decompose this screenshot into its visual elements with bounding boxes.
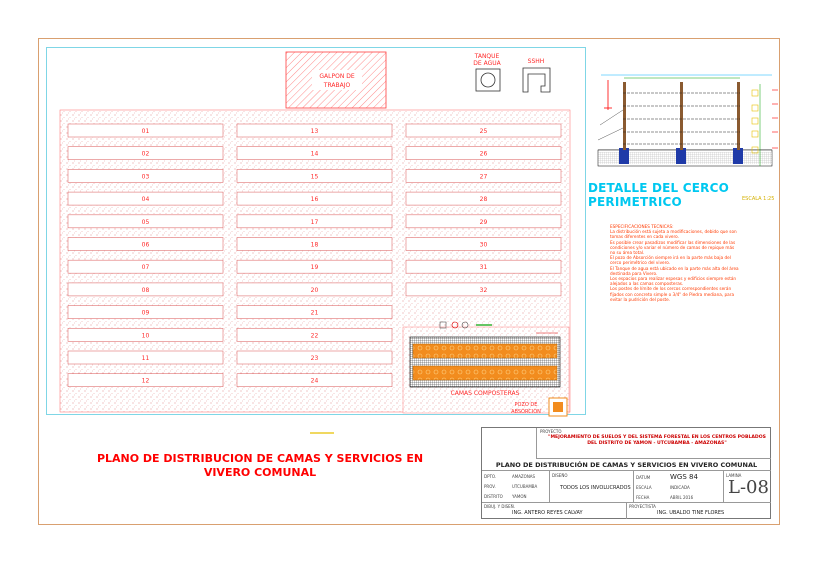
drawn-label: DIBUJ. Y DISEÑ. — [484, 504, 515, 509]
project-cell — [536, 428, 771, 459]
bed-label-15: 15 — [310, 173, 319, 181]
compost-bed-2 — [413, 366, 557, 380]
bed-label-32: 32 — [479, 286, 488, 294]
fence-detail-drawing — [598, 75, 778, 166]
spec-line: Es posible crear pasadizos modificar las dimensiones de las condiciones y/o variar el número de camas de repique más no su área total. — [610, 239, 736, 256]
water-tank — [476, 69, 500, 91]
bed-label-29: 29 — [479, 218, 488, 226]
water-tank-label-2: DE AGUA — [473, 60, 501, 67]
bed-label-01: 01 — [141, 128, 150, 135]
compost-label: CAMAS COMPOSTERAS — [450, 390, 520, 397]
design-cell — [550, 471, 634, 503]
sheet-number-cell — [724, 471, 771, 503]
dist-label: DISTRITO — [484, 494, 503, 499]
spec-line: El Tanque de agua está ubicado en la parte más alta del área destinada para Vivero. — [610, 265, 739, 276]
specs-heading: ESPECIFICACIONES TECNICAS: — [610, 224, 674, 229]
bed-label-04: 04 — [141, 196, 150, 204]
bed-label-21: 21 — [310, 309, 319, 317]
dist-value: YAMON — [512, 494, 527, 499]
fence-detail-scale: ESCALA 1:25 — [742, 196, 775, 202]
sheet-title: PLANO DE DISTRIBUCIÓN DE CAMAS Y SERVICIOS EN VIVERO COMUNAL — [495, 461, 758, 469]
fence-detail-title: DETALLE DEL CERCO PERIMETRICO — [588, 181, 730, 209]
datum-label: DATUM — [636, 475, 651, 480]
sheet-label: LAMINA — [726, 473, 742, 478]
water-tank-label-1: TANQUE — [474, 53, 500, 60]
dept-label: DPTO. — [484, 474, 497, 479]
bed-label-14: 14 — [310, 150, 319, 158]
bed-label-08: 08 — [141, 286, 150, 294]
date-label: FECHA — [636, 495, 650, 500]
spec-line: Los postes de límite de los cercos correspondientes serán fijados con concreto simple o 3/4" de Piedra mediana, para evitar la pudrición del poste. — [610, 286, 735, 302]
bed-label-26: 26 — [479, 150, 488, 158]
bed-label-24: 24 — [310, 377, 319, 385]
bed-label-10: 10 — [141, 332, 150, 340]
bed-label-27: 27 — [479, 173, 488, 181]
datum-value: WGS 84 — [670, 473, 698, 481]
bed-label-11: 11 — [141, 355, 150, 362]
bed-label-28: 28 — [479, 196, 488, 204]
date-value: ABRIL 2016 — [670, 495, 694, 500]
bed-label-03: 03 — [141, 173, 150, 181]
bed-label-09: 09 — [141, 309, 150, 317]
title-block — [481, 427, 771, 519]
bed-label-05: 05 — [141, 218, 150, 226]
designer-value: ING. UBALDO TINE FLORES — [657, 510, 725, 516]
bed-label-22: 22 — [310, 332, 319, 340]
compost-bed-1 — [413, 344, 557, 358]
project-label: PROYECTO — [540, 429, 562, 434]
sheet-title-cell — [482, 459, 771, 471]
bed-label-16: 16 — [310, 196, 319, 204]
design-value: TODOS LOS INVOLUCRADOS — [560, 485, 631, 491]
spec-line: Los espacios para realizar espesas y edificios siempre están alejados a las camas composteras. — [610, 276, 737, 287]
drawn-cell — [482, 503, 627, 519]
bed-label-07: 07 — [141, 264, 150, 272]
bed-label-17: 17 — [310, 218, 319, 226]
bed-label-19: 19 — [310, 264, 319, 272]
work-shed-label-1: GALPON DE — [319, 73, 355, 80]
dept-value: AMAZONAS — [512, 474, 536, 479]
technical-specs — [610, 224, 740, 302]
bed-label-12: 12 — [141, 377, 150, 385]
bed-label-30: 30 — [479, 241, 488, 249]
prov-label: PROV. — [484, 484, 496, 489]
prov-value: UTCUBAMBA — [512, 484, 538, 489]
toilet-structure — [523, 68, 550, 92]
main-title: PLANO DE DISTRIBUCION DE CAMAS Y SERVICIOS EN VIVERO COMUNAL — [96, 452, 424, 479]
bed-label-25: 25 — [479, 128, 488, 135]
bed-label-13: 13 — [310, 128, 319, 135]
bed-label-06: 06 — [141, 241, 150, 249]
location-cell — [482, 471, 550, 503]
spec-line: La distribución está sujeta a modificaciones, debido que son tomas diferentes en cada vivero. — [610, 229, 737, 240]
design-label: DISEÑO — [552, 473, 568, 478]
scale-value: INDICADA — [670, 485, 690, 490]
bed-label-18: 18 — [310, 241, 319, 249]
designer-cell — [627, 503, 771, 519]
project-name: "MEJORAMIENTO DE SUELOS Y DEL SISTEMA FORESTAL EN LOS CENTROS POBLADOS DEL DISTRITO DE YAMON - UTCUBAMBA - AMAZONAS" — [548, 435, 766, 446]
bed-label-23: 23 — [310, 355, 319, 362]
well-label-1: POZO DE — [514, 402, 538, 408]
scale-label: ESCALA — [636, 485, 652, 490]
toilet-label: SSHH — [527, 58, 545, 65]
spec-line: El pozo de Absorción siempre irá en la parte más baja del cerco perimétrico del vivero. — [610, 255, 731, 266]
designer-label: PROYECTISTA — [629, 504, 656, 509]
bed-label-20: 20 — [310, 286, 319, 294]
bed-label-02: 02 — [141, 150, 150, 158]
bed-label-31: 31 — [479, 264, 488, 272]
well-label-2: ABSORCION — [511, 409, 541, 415]
drawn-value: ING. ANTERO REYES CALVAY — [512, 510, 583, 516]
work-shed-label-2: TRABAJO — [323, 82, 351, 89]
sheet-number: L-08 — [728, 477, 769, 498]
datum-cell — [634, 471, 724, 503]
